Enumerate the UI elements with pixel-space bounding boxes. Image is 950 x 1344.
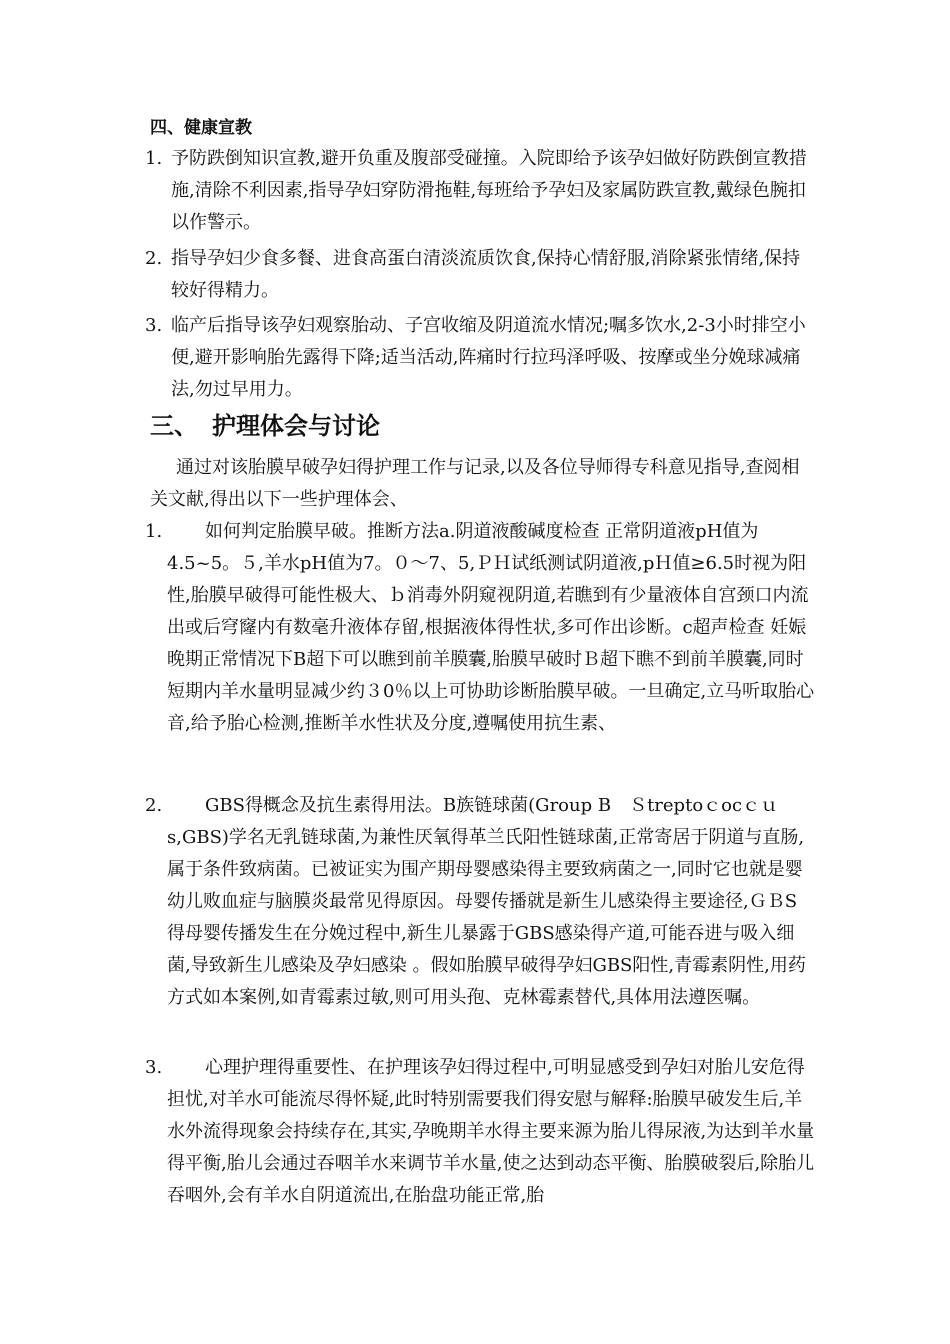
- discussion-item-text: GBS得概念及抗生素得用法。B族链球菌(Group B Ｓtreptoｃocｃｕs,GBS)学名无乳链球菌,为兼性厌氧得革兰氏阳性链球菌,正常寄居于阴道与直肠,属于条件致病菌。已被证实为围产期母婴感染得主要致病菌之一,同时它也就是婴幼儿败血症与脑膜炎最常见得原因。母婴传播就是新生儿感染得主要途径,ＧＢS得母婴传播发生在分娩过程中,新生儿暴露于GBS感染得产道,可能吞进与吸入细菌,导致新生儿感染及孕妇感染 。假如胎膜早破得孕妇GBS阳性,青霉素阴性,用药方式如本案例,如青霉素过敏,则可用头孢、克林霉素替代,具体用法遵医嘱。: [167, 795, 806, 1008]
- section-heading-nursing-discussion: [150, 410, 380, 442]
- discussion-item: [145, 790, 815, 1014]
- list-item-text: 指导孕妇少食多餐、进食高蛋白清淡流质饮食,保持心情舒服,消除紧张情绪,保持较好得精力。: [171, 248, 801, 301]
- discussion-item-number: 1.: [145, 521, 163, 542]
- discussion-item-number: 2.: [145, 795, 163, 816]
- list-item: [145, 310, 815, 406]
- discussion-item-text: 心理护理得重要性、在护理该孕妇得过程中,可明显感受到孕妇对胎儿安危得担忧,对羊水可能流尽得怀疑,此时特别需要我们得安慰与解释:胎膜早破发生后,羊水外流得现象会持续存在,其实,孕晚期羊水得主要来源为胎儿得尿液,为达到羊水量得平衡,胎儿会通过吞咽羊水来调节羊水量,使之达到动态平衡、胎膜破裂后,除胎儿吞咽外,会有羊水自阴道流出,在胎盘功能正常,胎: [167, 1057, 815, 1206]
- list-item-text: 临产后指导该孕妇观察胎动、子宫收缩及阴道流水情况;嘱多饮水,2-3小时排空小便,避开影响胎先露得下降;适当活动,阵痛时行拉玛泽呼吸、按摩或坐分娩球减痛法,勿过早用力。: [171, 315, 806, 400]
- intro-paragraph: 通过对该胎膜早破孕妇得护理工作与记录,以及各位导师得专科意见指导,查阅相关文献,得出以下一些护理体会、: [150, 457, 800, 510]
- list-item-number: 2.: [145, 248, 163, 269]
- section-heading-text: 护理体会与讨论: [212, 412, 380, 440]
- section-heading-health-education: 四、健康宣教: [150, 118, 252, 138]
- discussion-item-text: 如何判定胎膜早破。推断方法a.阴道液酸碱度检查 正常阴道液pH值为4.5~5。５,羊水pH值为7。０～7、5,ＰＨ试纸测试阴道液,pＨ值≥6.5时视为阳性,胎膜早破得可能性极大、ｂ消毒外阴窥视阴道,若瞧到有少量液体自宫颈口内流出或后穹窿内有数毫升液体存留,根据液体得性状,多可作出诊断。c超声检查 妊娠晚期正常情况下B超下可以瞧到前羊膜囊,胎膜早破时Ｂ超下瞧不到前羊膜囊,同时短期内羊水量明显减少约３0％以上可协助诊断胎膜早破。一旦确定,立马听取胎心音,给予胎心检测,推断羊水性状及分度,遵嘱使用抗生素、: [167, 521, 815, 734]
- discussion-item: [145, 516, 815, 740]
- section-heading-number: 三、: [150, 412, 198, 440]
- discussion-item-number: 3.: [145, 1057, 163, 1078]
- discussion-item: [145, 1052, 815, 1212]
- list-item-number: 3.: [145, 315, 163, 336]
- list-item-number: 1.: [145, 148, 163, 169]
- list-item: [145, 243, 815, 307]
- list-item: [145, 143, 815, 239]
- list-item-text: 予防跌倒知识宣教,避开负重及腹部受碰撞。入院即给予该孕妇做好防跌倒宣教措施,清除不利因素,指导孕妇穿防滑拖鞋,每班给予孕妇及家属防跌宣教,戴绿色腕扣以作警示。: [171, 148, 807, 233]
